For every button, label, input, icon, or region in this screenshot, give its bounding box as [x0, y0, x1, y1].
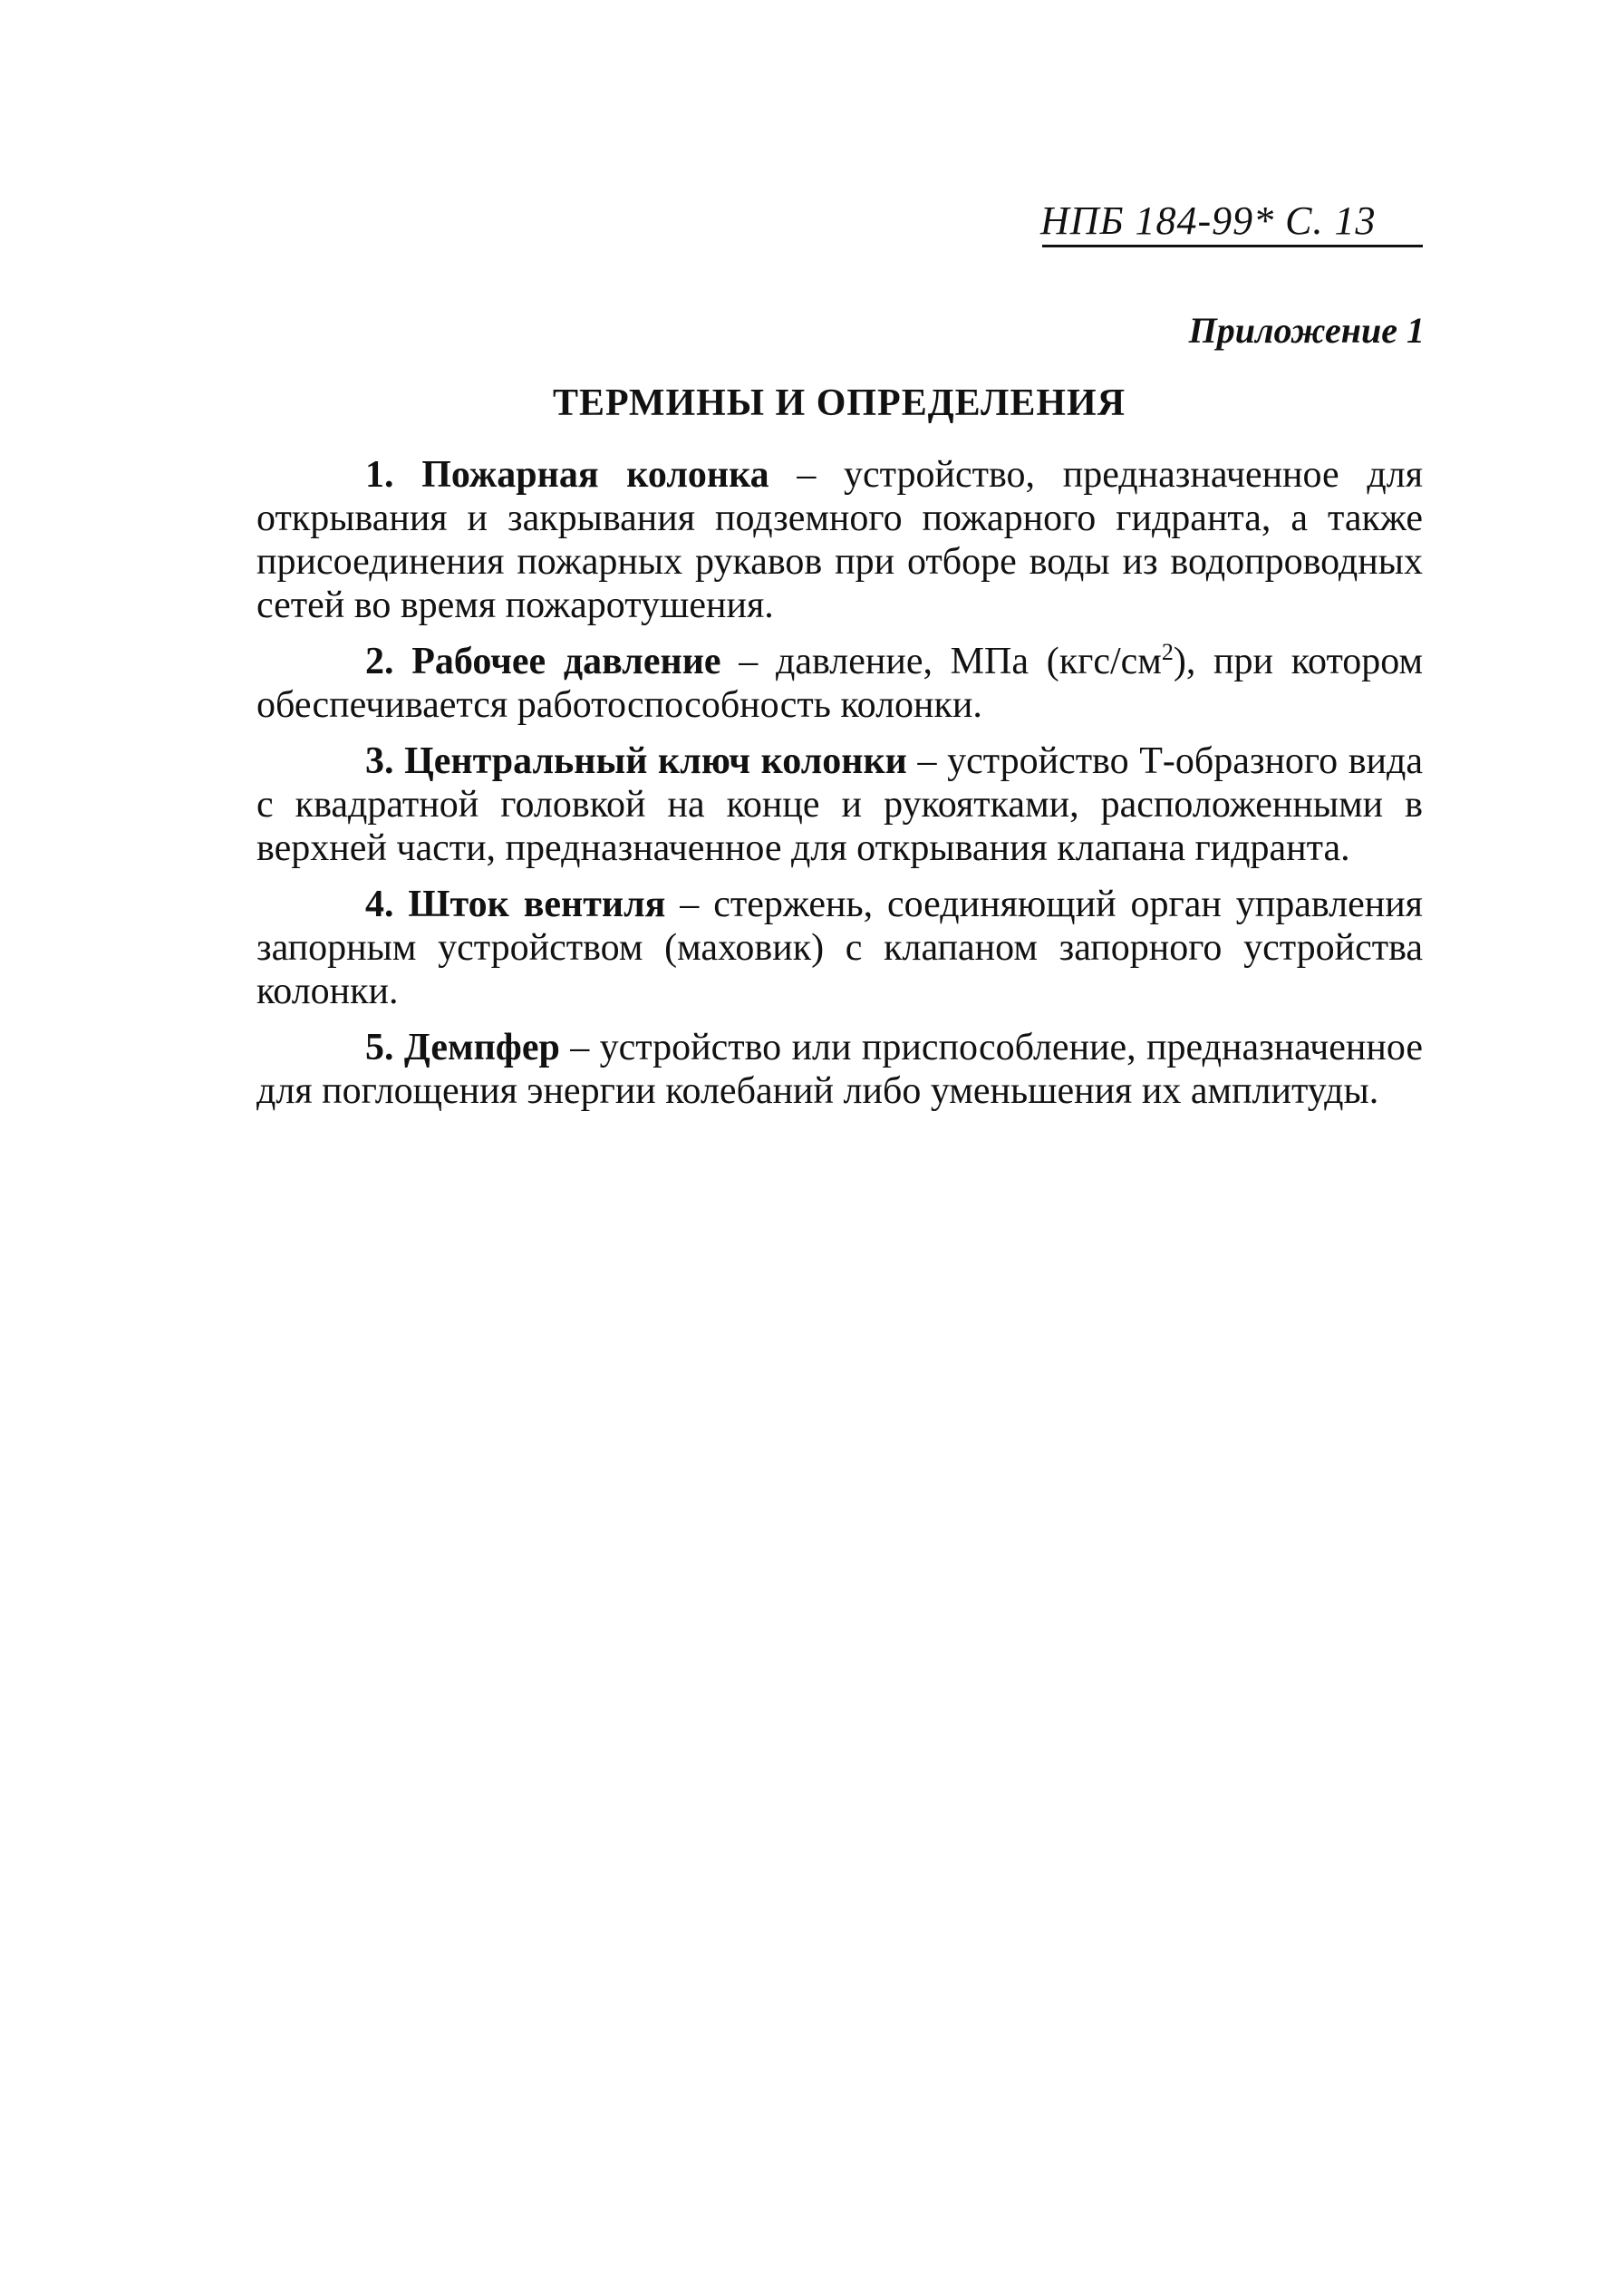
document-code: НПБ 184-99* С. 13 [1040, 198, 1377, 243]
definition-text: устройство, предназначенное для открывания и закрывания подземного пожарного гидранта, а также присоединения пожарных рукавов при отборе воды из водопроводных сетей во время пожаротушения. [256, 454, 1424, 626]
definition-dash: – [797, 454, 817, 496]
definition-item [256, 1026, 1423, 1113]
definition-dash: – [570, 1027, 590, 1068]
section-title: ТЕРМИНЫ И ОПРЕДЕЛЕНИЯ [552, 382, 1126, 424]
definition-number: 2. [365, 641, 394, 682]
page-header [1040, 198, 1421, 252]
definition-number: 3. [365, 740, 394, 782]
definition-term: Шток вентиля [408, 884, 666, 925]
definitions-list [256, 453, 1423, 1126]
definition-text: устройство или приспособление, предназначенное для поглощения энергии колебаний либо уменьшения их амплитуды. [256, 1027, 1424, 1112]
definition-item [256, 453, 1423, 627]
definition-superscript: 2 [1161, 639, 1174, 665]
definition-number: 5. [365, 1027, 394, 1068]
definition-dash: – [917, 740, 937, 782]
definition-number: 1. [365, 454, 394, 496]
definition-text-before: давление, МПа (кгс/см [775, 641, 1162, 682]
definition-number: 4. [365, 884, 394, 925]
definition-text-after: ), при котором обеспечивается работоспособность колонки. [256, 641, 1424, 726]
definition-dash: – [739, 641, 759, 682]
definition-term: Демпфер [403, 1027, 560, 1068]
definition-item [256, 883, 1423, 1013]
definition-term: Центральный ключ колонки [404, 740, 907, 782]
definition-item [256, 640, 1423, 727]
appendix-label: Приложение 1 [1188, 310, 1425, 351]
definition-dash: – [680, 884, 700, 925]
definition-item [256, 739, 1423, 870]
definition-text: устройство Т-образного вида с квадратной головкой на конце и рукоятками, расположенными в верхней части, предназначенное для открывания клапана гидранта. [256, 740, 1424, 869]
header-underline [1042, 245, 1423, 247]
definition-text: стержень, соединяющий орган управления запорным устройством (маховик) с клапаном запорного устройства колонки. [256, 884, 1424, 1012]
definition-term: Пожарная колонка [421, 454, 769, 496]
definition-term: Рабочее давление [411, 641, 721, 682]
